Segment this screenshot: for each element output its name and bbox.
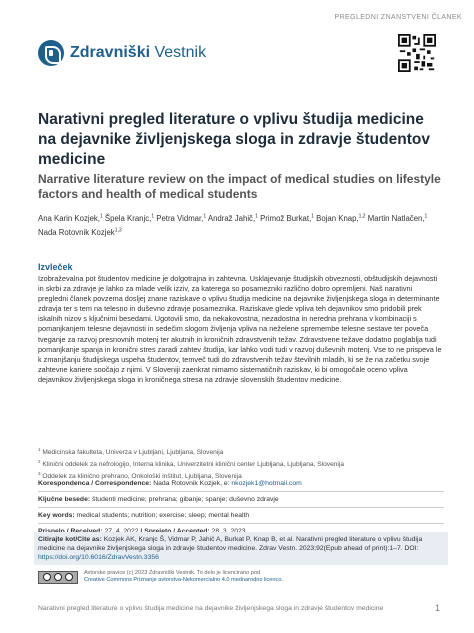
author: Martin Natlačen,$^1$ — [365, 213, 428, 223]
citation-box — [34, 532, 448, 565]
keywords-sl-row: Ključne besede: študenti medicine; prehrana; gibanje; spanje; duševno zdravje — [38, 492, 444, 508]
journal-logo[interactable] — [38, 40, 206, 66]
citation-text: Kozjek AK, Kranjc Š, Vidmar P, Jahič A, Burkat P, Knap B, et al. Narativni pregled literature o vplivu študija medicine na dejavnike življenjskega sloga in zdravje študentov medicine. Zdrav Vestn. 2023;92(Epub ahead of print):1–7. DOI: — [38, 536, 423, 552]
license-link[interactable]: Creative Commons Priznanje avtorstva-Nekomercialno 4.0 mednarodno licenco. — [84, 577, 283, 583]
affiliation-item: $^2$ Klinični oddelek za nefrologijo, Interna klinika, Univerzitetni klinični center Ljubljana, Ljubljana, Slovenija — [38, 458, 344, 468]
page-number: 1 — [434, 603, 440, 613]
abstract-text: Izobraževalna pot študentov medicine je dolgotrajna in zahtevna. Usklajevanje študijskih obveznosti, obštudijskih dejavnosti in skrbi za zdravje je lahko za mlade velik izziv, za katerega so posamezniki različno dobro opremljeni. Naš narativni pregledni članek povzema dosljej znane raziskave o vplivu študija medicine na dejavnike življenjskega sloga in determinante zdravja ter s tem na telesno in duševno zdravje posameznika. Raziskave glede vpliva teh dejavnikov smo pridobili prek iskalnih nizov s ključnimi besedami. Ugotovili smo, da nekakovostna, nezadostna in neredna prehrana v kombinaciji s pomanjkanjem telesne dejavnosti in sedečim slogom življenja vpliva na neželene spremembe telesne sestave ter poveča tveganje za razvoj presnovnih motenj ter akutnih in kroničnih zdravstvenih težav. Zdravstvene težave dodatno poglablja tudi pomanjkanje spanja in kronični stres zaradi zahtev študija, kar lahko vodi tudi v razvoj duševnih motenj. Vse to ne prispeva le k zmanjšanju študijskega uspeha študentov, temveč tudi do zdravstvenih težav številnih mladih, ki se že na začetku svoje zahtevne kariere soočajo z njimi. V Sloveniji zaenkrat nimamo sistematičnih raziskav, ki bi omogočale oceno vpliva dejavnikov življenjskega sloga in kroničnega stresa na zdravje slovenskih študentov medicine. — [38, 274, 442, 384]
article-subtitle: Narrative literature review on the impact of medical studies on lifestyle factors and health of medical students — [38, 172, 441, 201]
author-list — [38, 210, 458, 239]
journal-name — [70, 44, 206, 62]
correspondence-email-link[interactable]: nkozjek1@hotmail.com — [231, 480, 302, 487]
author: Špela Kranjc,$^1$ — [102, 213, 155, 223]
journal-name-bold: Zdravniški — [70, 44, 151, 61]
keywords-en-row: Key words: medical students; nutrition; exercise; sleep; mental health — [38, 508, 444, 524]
creative-commons-badge-icon[interactable] — [38, 571, 78, 584]
abstract-heading: Izvleček — [38, 262, 73, 272]
running-title: Narativni pregled literature o vplivu študija medicine na dejavnike življenjskega sloga in zdravje študentov medicine — [38, 605, 384, 612]
affiliation-item: $^3$ Oddelek za klinično prehrano, Onkološki inštitut, Ljubljana, Slovenija — [38, 470, 242, 480]
author: Ana Karin Kozjek,$^1$ — [38, 213, 103, 223]
journal-logo-icon — [38, 40, 64, 66]
license-block — [38, 570, 283, 584]
license-line: Avtorske pravice (c) 2023 Zdravniški Vestnik. To delo je licencirano pod — [84, 570, 261, 576]
article-metadata — [38, 476, 444, 539]
affiliation-item: $^1$ Medicinska fakulteta, Univerza v Ljubljani, Ljubljana, Slovenija — [38, 447, 224, 457]
correspondence-row: Korespondenca / Correspondence: Nada Rotovnik Kozjek, e: nkozjek1@hotmail.com — [38, 476, 444, 492]
article-type-label: PREGLEDNI ZNANSTVENI ČLANEK — [334, 14, 462, 21]
doi-link[interactable]: https://doi.org/10.6016/ZdravVestn.3356 — [38, 554, 159, 561]
author: Nada Rotovnik Kozjek$^{1,3}$ — [38, 227, 122, 238]
qr-code-icon[interactable] — [398, 34, 436, 72]
author: Petra Vidmar,$^1$ — [154, 213, 207, 223]
author: Bojan Knap,$^{1,2}$ — [313, 213, 366, 223]
article-title: Narativni pregled literature o vplivu študija medicine na dejavnike življenjskega sloga in zdravje študentov medicine — [38, 111, 430, 168]
citation-label: Citirajte kot/Cite as: — [38, 536, 102, 543]
author: Primož Burkat,$^1$ — [257, 213, 314, 223]
author: Andraž Jahič,$^1$ — [206, 213, 258, 223]
journal-name-regular: Vestnik — [154, 44, 207, 61]
